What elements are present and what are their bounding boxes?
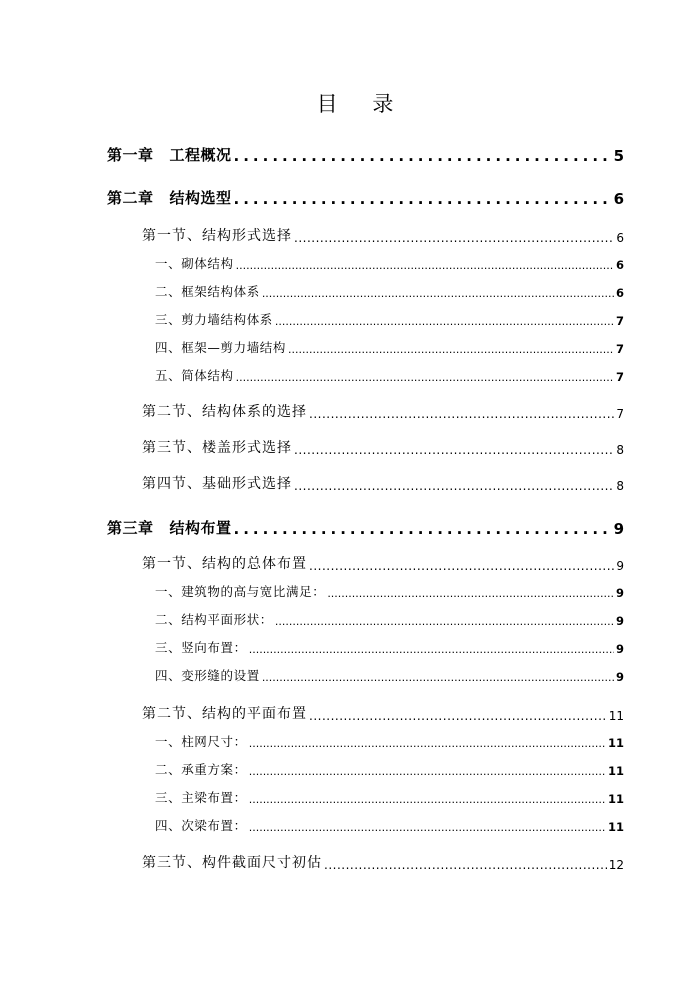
toc-entry-section[interactable]	[142, 473, 624, 493]
toc-entry-section[interactable]	[142, 852, 624, 872]
toc-entry-subsection[interactable]	[155, 788, 624, 806]
dot-leader	[288, 343, 614, 356]
page-number: 11	[607, 764, 624, 778]
page-title: 目 录	[316, 92, 408, 116]
page-number: 9	[615, 642, 624, 656]
toc-entry-subsection[interactable]	[155, 310, 624, 328]
page-number: 9	[615, 586, 624, 600]
page-number: 9	[616, 559, 624, 573]
dot-leader	[275, 315, 614, 328]
section-title: 第二节、结构的平面布置	[142, 706, 307, 722]
subsection-title: 一、砌体结构	[155, 256, 234, 271]
dot-leader	[236, 259, 614, 272]
toc-entry-subsection[interactable]	[155, 366, 624, 384]
dot-leader	[249, 765, 606, 778]
subsection-title: 一、柱网尺寸：	[155, 734, 247, 749]
chapter-title: 工程概况	[169, 146, 232, 164]
page-number: 7	[615, 370, 624, 384]
dot-leader	[294, 479, 614, 493]
page-number: 9	[615, 614, 624, 628]
chapter-prefix: 第二章	[107, 189, 154, 207]
dot-leader	[294, 443, 614, 457]
subsection-title: 三、竖向布置：	[155, 640, 247, 655]
page-number: 9	[615, 670, 624, 684]
dot-leader	[249, 793, 606, 806]
page-number: 9	[613, 520, 624, 538]
toc-entry-subsection[interactable]	[155, 582, 624, 600]
chapter-prefix: 第一章	[107, 146, 154, 164]
toc-entry-section[interactable]	[142, 401, 624, 421]
dot-leader	[234, 190, 612, 208]
section-title: 第一节、结构形式选择	[142, 228, 292, 244]
subsection-title: 二、承重方案：	[155, 762, 247, 777]
toc-entry-subsection[interactable]	[155, 816, 624, 834]
dot-leader	[234, 147, 612, 165]
subsection-title: 三、剪力墙结构体系	[155, 312, 273, 327]
toc-entry-section[interactable]	[142, 225, 624, 245]
page-number: 6	[615, 286, 624, 300]
toc-entry-subsection[interactable]	[155, 282, 624, 300]
page-number: 5	[613, 147, 624, 165]
page-number: 7	[615, 314, 624, 328]
page-number: 7	[615, 342, 624, 356]
dot-leader	[249, 643, 614, 656]
toc-entry-subsection[interactable]	[155, 666, 624, 684]
subsection-title: 四、框架—剪力墙结构	[155, 340, 287, 355]
subsection-title: 一、建筑物的高与宽比满足：	[155, 584, 326, 599]
dot-leader	[262, 671, 614, 684]
dot-leader	[249, 821, 606, 834]
toc-entry-chapter-3[interactable]	[107, 517, 624, 538]
subsection-title: 三、主梁布置：	[155, 790, 247, 805]
subsection-title: 四、次梁布置：	[155, 818, 247, 833]
page-number: 11	[607, 792, 624, 806]
section-title: 第三节、构件截面尺寸初估	[142, 855, 322, 871]
toc-entry-subsection[interactable]	[155, 732, 624, 750]
dot-leader	[309, 407, 614, 421]
toc-entry-section[interactable]	[142, 703, 624, 723]
dot-leader	[236, 371, 614, 384]
dot-leader	[234, 520, 612, 538]
dot-leader	[249, 737, 606, 750]
chapter-title: 结构布置	[169, 519, 232, 537]
page-number: 11	[607, 820, 624, 834]
page-number: 6	[615, 258, 624, 272]
page-number: 8	[616, 443, 624, 457]
chapter-prefix: 第三章	[107, 519, 154, 537]
page-number: 6	[616, 231, 624, 245]
section-title: 第四节、基础形式选择	[142, 476, 292, 492]
page-number: 12	[608, 858, 624, 872]
page-number: 7	[616, 407, 624, 421]
toc-entry-subsection[interactable]	[155, 638, 624, 656]
dot-leader	[309, 709, 607, 723]
toc-entry-section[interactable]	[142, 553, 624, 573]
toc-entry-subsection[interactable]	[155, 760, 624, 778]
page-number: 11	[608, 709, 624, 723]
toc-entry-subsection[interactable]	[155, 254, 624, 272]
dot-leader	[262, 287, 614, 300]
subsection-title: 二、框架结构体系	[155, 284, 260, 299]
toc-entry-chapter-1[interactable]	[107, 144, 624, 165]
toc-entry-subsection[interactable]	[155, 338, 624, 356]
page-number: 11	[607, 736, 624, 750]
dot-leader	[327, 587, 614, 600]
dot-leader	[309, 559, 614, 573]
toc-entry-section[interactable]	[142, 437, 624, 457]
subsection-title: 五、简体结构	[155, 368, 234, 383]
page-number: 8	[616, 479, 624, 493]
section-title: 第三节、楼盖形式选择	[142, 440, 292, 456]
toc-entry-subsection[interactable]	[155, 610, 624, 628]
page-number: 6	[613, 190, 624, 208]
toc-entry-chapter-2[interactable]	[107, 187, 624, 208]
dot-leader	[294, 231, 614, 245]
subsection-title: 二、结构平面形状：	[155, 612, 273, 627]
dot-leader	[324, 858, 607, 872]
section-title: 第一节、结构的总体布置	[142, 556, 307, 572]
subsection-title: 四、变形缝的设置	[155, 668, 260, 683]
chapter-title: 结构选型	[169, 189, 232, 207]
section-title: 第二节、结构体系的选择	[142, 404, 307, 420]
dot-leader	[275, 615, 614, 628]
